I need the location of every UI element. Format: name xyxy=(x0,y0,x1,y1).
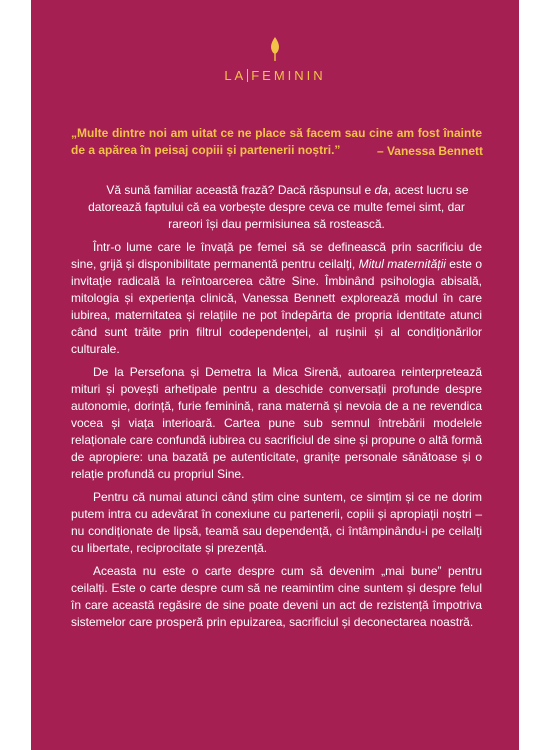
book-description xyxy=(71,182,482,637)
paragraph-2: Într-o lume care le învață pe femei să se definească prin sacrificiu de sine, grijă și disponibilitate permanentă pentru ceilalți, Mitul maternității este o invitație radicală la reîntoarcerea către Sine. Îmbinând psihologia abisală, mitologia și experiența clinică, Vanessa Bennett explorează modul în care iubirea, maternitatea și relațiile ne pot îndepărta de propria identitate atunci când sunt trăite prin filtrul codependenței, al rușinii și al condiționărilor culturale. xyxy=(71,240,482,356)
pull-quote: „Multe dintre noi am uitat ce ne place să facem sau cine am fost înainte de a apărea în peisaj copiii și partenerii noștri.” xyxy=(71,126,482,157)
publisher-name: LA FEMININ xyxy=(224,68,326,83)
paragraph-1: Vă sună familiar această frază? Dacă răspunsul e da, acest lucru se datorează faptului că ea vorbește despre ceva ce multe femei simt, dar rareori își dau permisiunea să rostească. xyxy=(88,183,469,231)
paragraph-3: De la Persefona și Demetra la Mica Sirenă, autoarea reinterpretează mituri și povești arhetipale pentru a deschide conversații profunde despre autonomie, dorință, furie feminină, rana maternă și nevoia de a ne revendica vocea și viața interioară. Cartea pune sub semnul întrebării modelele relaționale care confundă iubirea cu sacrificiul de sine și propune o altă formă de apropiere: una bazată pe autenticitate, granițe personale sănătoase și o relație profundă cu propriul Sine. xyxy=(71,365,482,481)
flame-icon xyxy=(265,36,285,62)
quote-author: – Vanessa Bennett xyxy=(376,144,483,158)
paragraph-5: Aceasta nu este o carte despre cum să devenim „mai bune” pentru ceilalți. Este o carte despre cum să ne reamintim cine suntem și despre felul în care această regăsire de sine poate deveni un act de rezistență împotriva sistemelor care prosperă prin epuizarea, sacrificiul și deconectarea noastră. xyxy=(71,564,482,629)
publisher-logo xyxy=(31,36,519,83)
paragraph-4: Pentru că numai atunci când știm cine suntem, ce simțim și ce ne dorim putem intra cu adevărat în conexiune cu partenerii, copiii și apropiații noștri – nu condiționate de lipsă, teamă sau dependență, ci întâmpinându-i pe ceilalți cu libertate, reciprocitate și prezență. xyxy=(71,490,482,555)
back-cover xyxy=(31,0,519,750)
